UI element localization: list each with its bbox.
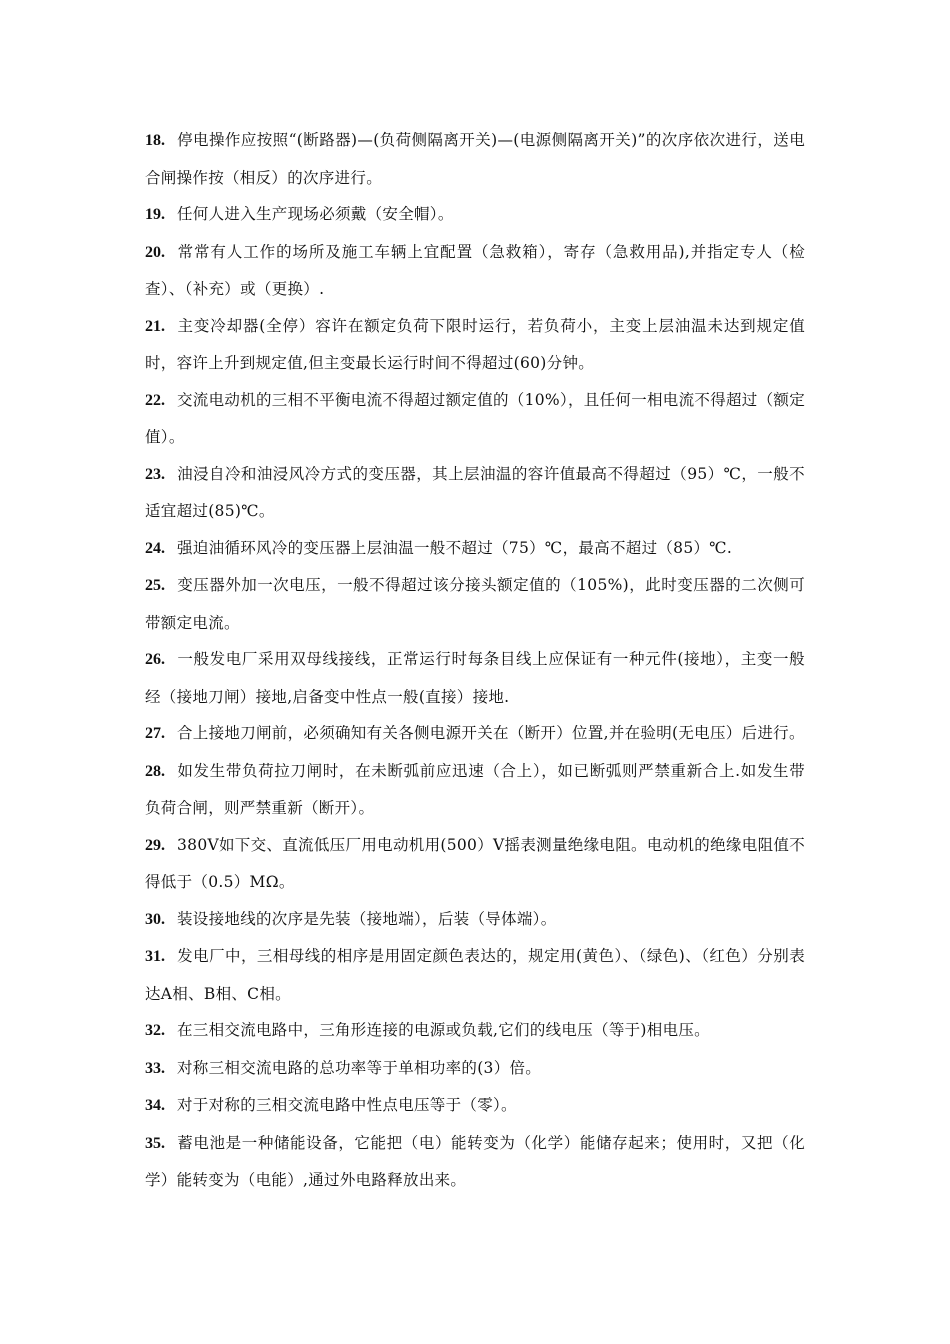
item-text: 对于对称的三相交流电路中性点电压等于（零）。	[177, 1096, 517, 1114]
item-number: 28.	[145, 762, 165, 780]
item-number: 26.	[145, 651, 165, 668]
item-text: 交流电动机的三相不平衡电流不得超过额定值的（10%），且任何一相电流不得超过（额定值）。	[145, 390, 806, 446]
item-text: 常常有人工作的场所及施工车辆上宜配置（急救箱），寄存（急救用品),并指定专人（检查）、（补充）或（更换）.	[145, 242, 805, 298]
item-text: 对称三相交流电路的总功率等于单相功率的(3）倍。	[177, 1058, 542, 1077]
list-item-28	[145, 753, 805, 827]
item-text: 变压器外加一次电压，一般不得超过该分接头额定值的（105%)，此时变压器的二次侧可带额定电流。	[145, 576, 805, 632]
list-item-33	[145, 1050, 805, 1088]
item-text: 如发生带负荷拉刀闸时，在未断弧前应迅速（合上），如已断弧则严禁重新合上.如发生带负荷合闸，则严禁重新（断开）。	[145, 761, 805, 817]
list-item-18	[145, 122, 805, 196]
item-number: 30.	[145, 910, 165, 928]
item-number: 23.	[145, 465, 165, 483]
list-item-26	[145, 641, 805, 715]
list-item-24	[145, 530, 805, 568]
list-item-34	[145, 1087, 805, 1125]
item-text: 油浸自冷和油浸风冷方式的变压器，其上层油温的容许值最高不得超过（95）℃，一般不适宜超过(85)℃。	[145, 464, 805, 520]
list-item-29	[145, 827, 805, 901]
item-text: 在三相交流电路中，三角形连接的电源或负载,它们的线电压（等于)相电压。	[177, 1021, 710, 1039]
item-number: 21.	[145, 317, 165, 335]
item-number: 31.	[145, 948, 165, 965]
item-number: 34.	[145, 1097, 165, 1114]
item-number: 35.	[145, 1134, 165, 1152]
item-text: 主变冷却器(全停）容许在额定负荷下限时运行，若负荷小，主变上层油温未达到规定值时，容许上升到规定值,但主变最长运行时间不得超过(60)分钟。	[145, 316, 805, 372]
item-text: 380V如下交、直流低压厂用电动机用(500）V摇表测量绝缘电阻。电动机的绝缘电阻值不得低于（0.5）MΩ。	[145, 835, 805, 891]
item-number: 27.	[145, 725, 165, 742]
list-item-30	[145, 901, 805, 939]
item-text: 装设接地线的次序是先装（接地端），后装（导体端）。	[177, 909, 557, 928]
item-text: 合上接地刀闸前，必须确知有关各侧电源开关在（断开）位置,并在验明(无电压）后进行。	[177, 724, 805, 742]
item-text: 任何人进入生产现场必须戴（安全帽）。	[177, 205, 454, 223]
item-number: 20.	[145, 243, 165, 261]
list-item-27	[145, 715, 805, 753]
list-item-35	[145, 1125, 805, 1199]
item-text: 发电厂中，三相母线的相序是用固定颜色表达的，规定用(黄色）、（绿色)、（红色）分别表达A相、B相、C相。	[145, 947, 805, 1003]
item-number: 29.	[145, 836, 165, 854]
item-number: 32.	[145, 1022, 165, 1039]
item-number: 22.	[145, 391, 165, 409]
list-item-25	[145, 567, 805, 641]
list-item-22	[145, 382, 805, 456]
list-item-23	[145, 456, 805, 530]
item-text: 停电操作应按照“(断路器)—(负荷侧隔离开关)—(电源侧隔离开关)”的次序依次进行，送电合闸操作按（相反）的次序进行。	[145, 131, 805, 187]
item-number: 33.	[145, 1059, 165, 1077]
list-item-31	[145, 938, 805, 1012]
list-item-20	[145, 234, 805, 308]
item-number: 19.	[145, 206, 165, 223]
list-item-19	[145, 196, 805, 234]
item-number: 25.	[145, 577, 165, 594]
item-text: 强迫油循环风冷的变压器上层油温一般不超过（75）℃，最高不超过（85）℃.	[177, 538, 733, 557]
item-number: 18.	[145, 132, 165, 149]
item-text: 一般发电厂采用双母线接线，正常运行时每条目线上应保证有一种元件(接地），主变一般经（接地刀闸）接地,启备变中性点一般(直接）接地.	[145, 650, 805, 706]
question-list	[145, 122, 805, 1199]
item-number: 24.	[145, 539, 165, 557]
list-item-21	[145, 308, 805, 382]
list-item-32	[145, 1012, 805, 1050]
item-text: 蓄电池是一种储能设备，它能把（电）能转变为（化学）能储存起来；使用时，又把（化学）能转变为（电能）,通过外电路释放出来。	[145, 1133, 805, 1189]
